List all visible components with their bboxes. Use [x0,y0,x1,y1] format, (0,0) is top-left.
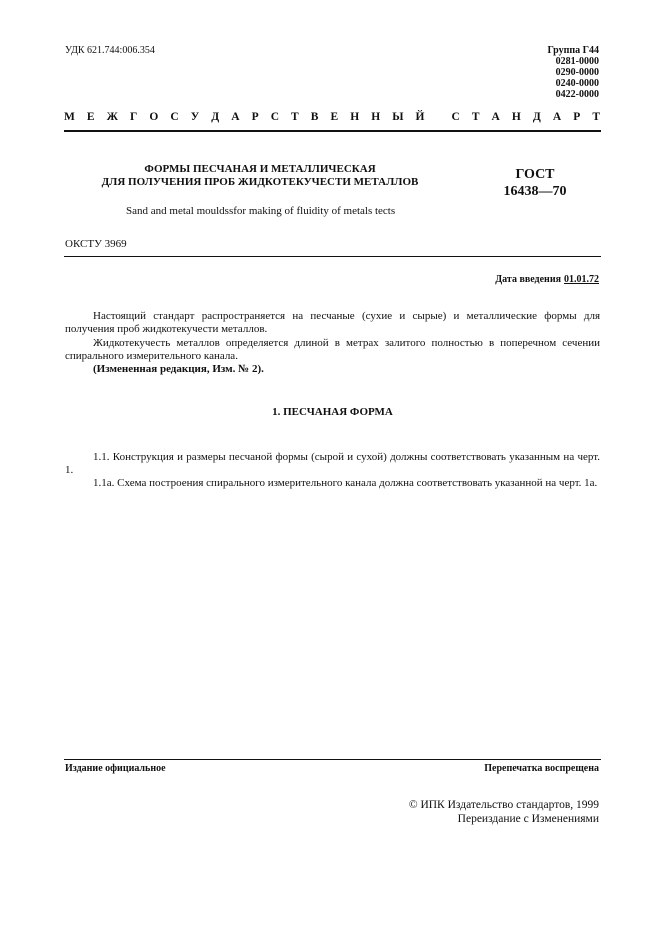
fluidity-definition: Жидкотекучесть металлов определяется длиной в метрах залитого полностью в поперечном сечении спирального измерительного канала. [65,337,600,363]
oksty-rule [64,256,601,257]
udk-code: УДК 621.744:006.354 [65,45,155,56]
banner-letter: Д [211,111,220,123]
banner-letter: Н [511,111,521,123]
clause-1-1a: 1.1а. Схема построения спирального измерительного канала должна соответствовать указанной на черт. 1а. [93,477,598,489]
banner-rule [64,130,601,132]
banner-letter: С [451,111,460,123]
group-line: Группа Г44 [547,45,599,56]
document-title [65,163,455,189]
banner-letter: В [310,111,319,123]
banner-letter: Н [371,111,381,123]
banner-letter: А [231,111,240,123]
banner-letter: Ж [106,111,118,123]
interstate-standard-banner [64,111,600,123]
date-value: 01.01.72 [564,274,599,285]
banner-letter: М [64,111,75,123]
group-line: 0422-0000 [555,89,599,100]
banner-letter: Д [532,111,541,123]
reissue-note: Переиздание с Изменениями [457,813,599,825]
banner-letter [437,111,440,123]
banner-letter: Й [415,111,425,123]
classification-group [547,45,599,100]
banner-letter: С [170,111,179,123]
banner-letter: А [491,111,500,123]
title-line-1: ФОРМЫ ПЕСЧАНАЯ И МЕТАЛЛИЧЕСКАЯ [144,163,376,175]
banner-letter: Р [251,111,259,123]
group-line: 0281-0000 [555,56,599,67]
official-edition: Издание официальное [65,763,166,774]
gost-number: 16438—70 [503,184,567,199]
gost-label: ГОСТ [515,167,555,182]
publisher-info [409,798,599,826]
clause-1-1: 1.1. Конструкция и размеры песчаной формы (сырой и сухой) должны соответствовать указанным на черт. 1. [65,451,600,477]
banner-letter: Т [592,111,600,123]
footer-rule [64,759,601,760]
oksty-code: ОКСТУ 3969 [65,238,127,250]
effective-date [495,274,599,285]
banner-letter: Е [330,111,339,123]
section-title: 1. ПЕСЧАНАЯ ФОРМА [272,406,393,418]
intro-paragraph: Настоящий стандарт распространяется на песчаные (сухие и сырые) и металлические формы для получения проб жидкотекучести металлов. [65,310,600,336]
english-title: Sand and metal mouldssfor making of fluidity of metals tects [126,205,396,217]
banner-letter: А [552,111,562,123]
banner-letter: Р [573,111,581,123]
banner-letter: Е [86,111,95,123]
reprint-prohibited: Перепечатка воспрещена [484,763,599,774]
banner-letter: Ы [392,111,404,123]
banner-letter: Г [130,111,138,123]
title-line-2: ДЛЯ ПОЛУЧЕНИЯ ПРОБ ЖИДКОТЕКУЧЕСТИ МЕТАЛЛОВ [101,176,419,188]
banner-letter: У [190,111,200,123]
banner-letter: Т [291,111,299,123]
banner-letter: Н [350,111,360,123]
group-line: 0240-0000 [555,78,599,89]
group-line: 0290-0000 [555,67,599,78]
banner-letter: О [149,111,159,123]
gost-designation [490,166,580,200]
date-label: Дата введения [495,274,561,285]
banner-letter: Т [471,111,480,123]
copyright: © ИПК Издательство стандартов, 1999 [408,799,599,811]
banner-letter: С [270,111,279,123]
amendment-note: (Измененная редакция, Изм. № 2). [93,363,264,375]
